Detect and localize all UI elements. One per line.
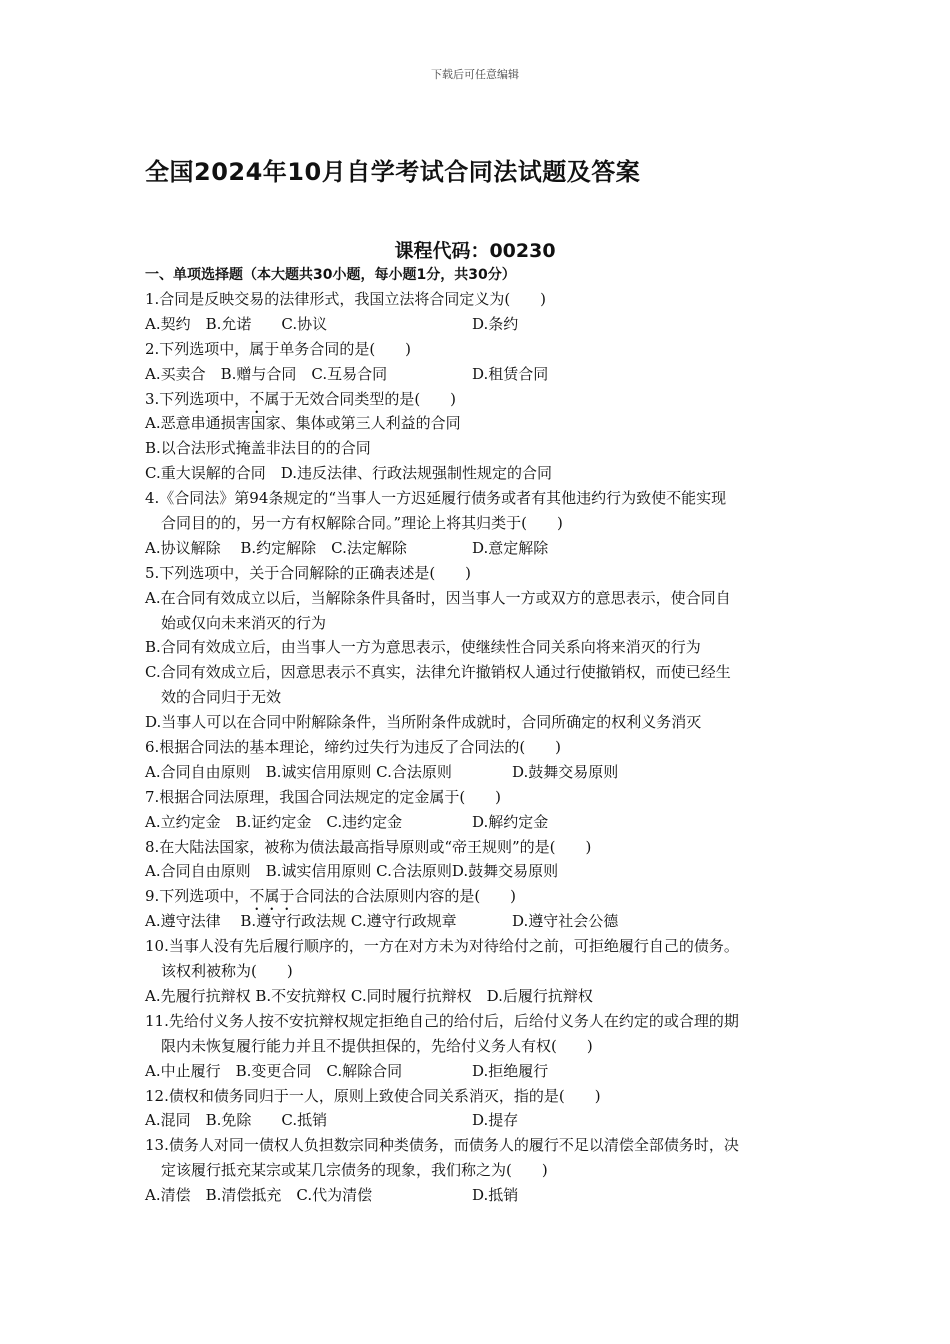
question-4-stem-cont: 合同目的的，另一方有权解除合同。”理论上将其归类于( ) (161, 514, 563, 533)
question-11-stem: 11.先给付义务人按不安抗辩权规定拒绝自己的给付后，后给付义务人在约定的或合理的期 (145, 1011, 739, 1030)
option-d: D.条约 (472, 314, 519, 333)
question-13-options (145, 1183, 810, 1208)
question-9-options (145, 909, 810, 934)
question-13-stem: 13.债务人对同一债权人负担数宗同种类债务，而债务人的履行不足以清偿全部债务时，决 (145, 1136, 739, 1155)
question-list (145, 287, 810, 1208)
question-5-stem: 5.下列选项中，关于合同解除的正确表述是( ) (145, 563, 472, 582)
question-6-stem: 6.根据合同法的基本理论，缔约过失行为违反了合同法的( ) (145, 738, 562, 757)
option-abc: A.契约 B.允诺 C.协议 (145, 314, 328, 333)
question-7-options (145, 810, 810, 835)
question-10-options: A.先履行抗辩权 B.不安抗辩权 C.同时履行抗辩权 D.后履行抗辩权 (145, 986, 593, 1005)
question-5-option-b: B.合同有效成立后，由当事人一方为意思表示，使继续性合同关系向将来消灭的行为 (145, 638, 701, 657)
option-d: D.意定解除 (472, 538, 549, 557)
question-10-stem-cont: 该权利被称为( ) (161, 962, 293, 981)
question-3-option-a: A.恶意串通损害国家、集体或第三人利益的合同 (145, 414, 461, 433)
question-10-stem: 10.当事人没有先后履行顺序的，一方在对方未为对待给付之前，可拒绝履行自己的债务。 (145, 937, 739, 956)
option-d: D.提存 (472, 1111, 519, 1130)
question-11-stem-cont: 限内未恢复履行能力并且不提供担保的，先给付义务人有权( ) (161, 1036, 593, 1055)
emphasis-not: 不 (249, 389, 265, 408)
stem-text: 合同法的合法原则内容的是( ) (294, 887, 517, 906)
question-6-options (145, 760, 810, 785)
section-heading: 一、单项选择题（本大题共30小题，每小题1分，共30分） (145, 267, 516, 283)
option-abc: A.立约定金 B.证约定金 C.违约定金 (145, 812, 403, 831)
question-2-options (145, 362, 810, 387)
option-d: D.拒绝履行 (472, 1061, 549, 1080)
option-abc: A.买卖合 B.赠与合同 C.互易合同 (145, 364, 388, 383)
question-4-stem: 4.《合同法》第94条规定的“当事人一方迟延履行债务或者有其他违约行为致使不能实现 (145, 489, 727, 508)
option-d: D.租赁合同 (472, 364, 549, 383)
emphasis-not-belong: 不属于 (249, 887, 295, 906)
page-header: 下载后可任意编辑 (431, 68, 519, 81)
question-5-option-c: C.合同有效成立后，因意思表示不真实，法律允许撤销权人通过行使撤销权，而使已经生 (145, 663, 731, 682)
question-1-options (145, 312, 810, 337)
stem-text: 3.下列选项中， (145, 389, 250, 408)
question-7-stem: 7.根据合同法原理，我国合同法规定的定金属于( ) (145, 787, 502, 806)
document-title: 全国2024年10月自学考试合同法试题及答案 (145, 158, 641, 186)
question-13-stem-cont: 定该履行抵充某宗或某几宗债务的现象，我们称之为( ) (161, 1161, 548, 1180)
option-abc: A.合同自由原则 B.诚实信用原则 C.合法原则 (145, 762, 452, 781)
question-5-option-a: A.在合同有效成立以后，当解除条件具备时，因当事人一方或双方的意思表示，使合同自 (145, 588, 731, 607)
question-5-option-a-cont: 始或仅向未来消灭的行为 (161, 613, 327, 632)
option-abc: A.混同 B.免除 C.抵销 (145, 1111, 328, 1130)
question-5-option-d: D.当事人可以在合同中附解除条件，当所附条件成就时，合同所确定的权利义务消灭 (145, 713, 702, 732)
option-d: D.鼓舞交易原则 (512, 762, 619, 781)
question-9-stem (145, 884, 810, 909)
question-11-options (145, 1059, 810, 1084)
question-5-option-c-cont: 效的合同归于无效 (161, 688, 282, 707)
question-8-stem: 8.在大陆法国家，被称为债法最高指导原则或“帝王规则”的是( ) (145, 837, 592, 856)
option-d: D.解约定金 (472, 812, 549, 831)
question-12-options (145, 1108, 810, 1133)
course-code: 课程代码：00230 (394, 240, 556, 262)
option-d: D.遵守社会公德 (512, 912, 619, 931)
option-abc: A.清偿 B.清偿抵充 C.代为清偿 (145, 1186, 373, 1205)
question-3-option-cd: C.重大误解的合同 D.违反法律、行政法规强制性规定的合同 (145, 464, 552, 483)
question-4-options (145, 536, 810, 561)
question-1-stem: 1.合同是反映交易的法律形式，我国立法将合同定义为( ) (145, 290, 547, 308)
stem-text: 属于无效合同类型的是( ) (264, 389, 457, 408)
stem-text: 9.下列选项中， (145, 887, 250, 906)
option-abc: A.遵守法律 B.遵守行政法规 C.遵守行政规章 (145, 912, 457, 931)
question-3-stem (145, 387, 810, 412)
option-abc: A.中止履行 B.变更合同 C.解除合同 (145, 1061, 403, 1080)
question-2-stem: 2.下列选项中，属于单务合同的是( ) (145, 339, 412, 358)
question-8-options: A.合同自由原则 B.诚实信用原则 C.合法原则D.鼓舞交易原则 (145, 862, 559, 881)
option-abc: A.协议解除 B.约定解除 C.法定解除 (145, 538, 407, 557)
option-d: D.抵销 (472, 1186, 519, 1205)
question-12-stem: 12.债权和债务同归于一人，原则上致使合同关系消灭，指的是( ) (145, 1086, 601, 1105)
question-3-option-b: B.以合法形式掩盖非法目的的合同 (145, 439, 371, 458)
